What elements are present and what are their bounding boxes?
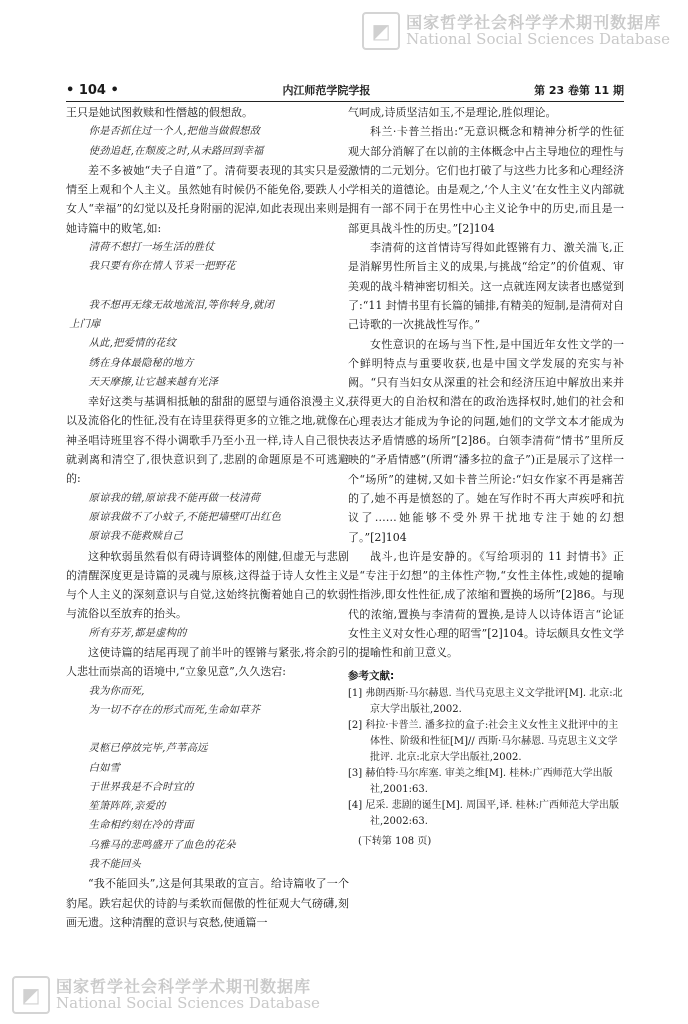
verse-line: 原谅我做不了小蚊子,不能把墙壁叮出红色 (88, 510, 282, 523)
verse-line: 原谅我不能救赎自己 (88, 530, 184, 543)
page-number: • 104 • (66, 83, 119, 98)
watermark-cn: 国家哲学社会科学学术期刊数据库 (56, 976, 312, 996)
references-heading: 参考文献: (348, 669, 395, 682)
verse-line: 灵柩已停放完毕,芦苇高远 (88, 742, 208, 755)
right-column (348, 103, 624, 851)
database-logo-icon: ◩ (362, 12, 400, 50)
page-header (66, 80, 624, 102)
verse-line: 乌雅马的悲鸣盛开了血色的花朵 (88, 838, 236, 851)
verse-line: 绣在身体最隐秘的地方 (88, 356, 194, 369)
issue-label: 第 23 卷第 11 期 (534, 84, 624, 97)
verse-line: 清荷不想打一场生活的胜仗 (88, 241, 215, 254)
watermark-en: National Social Sciences Database (56, 993, 320, 1012)
verse-line: 于世界我是不合时宜的 (88, 780, 194, 793)
paragraph: 战斗,也许是安静的。《写给项羽的 11 封情书》正是“专注于幻想”的主体性产物,“女性主体性,或她的提喻性指涉,即女性性征,成了浓缩和置换的场所”[2]86。与现代的浓缩,置换与李清荷的置换,是诗人以诗体语言“论证女性主义对女性心理的昭雪”[2]104。诗坛颇具女性文学的提喻性和前卫意义。 (348, 549, 624, 660)
verse-line: 原谅我的错,原谅我不能再做一枝清荷 (88, 491, 261, 504)
verse-line: 我不能回头 (88, 857, 142, 870)
verse-line: 所有芬芳,都是虚构的 (88, 626, 187, 639)
reference-item: [2] 科拉·卡普兰. 潘多拉的盒子:社会主义女性主义批评中的主体性、阶级和性征[M]// 西斯·马尔赫恩. 马克思主义文学批评. 北京:北京大学出版社,2002. (348, 719, 619, 763)
reference-item: [4] 尼采. 悲剧的诞生[M]. 周国平,译. 桂林:广西师范大学出版社,2002:63. (348, 799, 620, 827)
database-watermark-bottom (12, 976, 320, 1014)
database-watermark-top (362, 12, 670, 50)
journal-title: 内江师范学院学报 (282, 84, 371, 97)
verse-line: 我不想再无缘无故地流泪,等你转身,就闭 (88, 298, 275, 311)
paragraph: 气呵成,诗质坚洁如玉,不是理论,胜似理论。 (348, 106, 557, 119)
verse-line: 笙箫阵阵,亲爱的 (88, 800, 166, 813)
paragraph: 科兰·卡普兰指出:“无意识概念和精神分析学的性征观大部分消解了在以前的主体概念中占主导地位的理性与激情的二元划分。它们也打破了与这些力比多和心理经济学相关的道德论。由是观之,‘个人主义’在女性主义内部就拥有一部不同于在男性中心主义论争中的历史,而且是一部更具战斗性的历史。”[2]104 (348, 125, 624, 235)
paragraph: 女性意识的在场与当下性,是中国近年女性文学的一个鲜明特点与重要收获,也是中国文学发展的充实与补阙。“只有当妇女从深重的社会和经济压迫中解放出来并获得更大的自治权和潜在的政治选择权时,她们的社会和心理表达才能成为争论的问题,她们的文学文本才能成为表达矛盾情感的场所”[2]86。白领李清荷“情书”里所反映的“矛盾情感”(所谓“潘多拉的盒子”)正是展示了这样一个“场所”的建树,又如卡普兰所论:“妇女作家不再是痛苦的了,她不再是愤怒的了。她在写作时不再大声疾呼和抗议了……她能够不受外界干扰地专注于她的幻想了。”[2]104 (348, 337, 624, 544)
verse-line: 白如雪 (88, 761, 121, 774)
reference-item: [1] 弗朗西斯·马尔赫恩. 当代马克思主义文学批评[M]. 北京:北京大学出版社,2002. (348, 687, 623, 715)
paragraph: 王只是她试图救赎和性僭越的假想敌。 (66, 106, 253, 119)
verse-line: 为一切不存在的形式而死,生命如草芥 (88, 703, 261, 716)
verse-line: 上门扉 (69, 317, 101, 330)
paragraph: 差不多被她“夫子自道”了。清荷要表现的其实只是爱情至上观和个人主义。虽然她有时候仍不能免俗,要跌人小女人“幸福”的幻觉以及托身附丽的泥淖,如此表现出来则是她诗篇中的败笔,如: (66, 163, 349, 235)
left-column (66, 103, 349, 932)
watermark-en: National Social Sciences Database (406, 29, 670, 48)
verse-line: 使劲追赶,在颓废之时,从未路回到幸福 (88, 144, 264, 157)
continued-note: (下转第 108 页) (358, 835, 432, 847)
watermark-cn: 国家哲学社会科学学术期刊数据库 (406, 12, 662, 32)
verse-line: 你是否抓住过一个人,把他当做假想敌 (88, 125, 261, 138)
reference-item: [3] 赫伯特·马尔库塞. 审美之维[M]. 桂林:广西师范大学出版社,2001:63. (348, 767, 613, 795)
paragraph: “我不能回头”,这是何其果敢的宣言。给诗篇收了一个豹尾。跌宕起伏的诗韵与柔软而倔傲的性征观大气磅礴,刻画无遗。这种清醒的意识与哀愁,使通篇一 (66, 877, 349, 929)
verse-line: 我为你而死, (88, 684, 145, 697)
verse-line: 从此,把爱情的花纹 (88, 337, 177, 350)
verse-line: 我只要有你在情人节采一把野花 (88, 260, 236, 273)
database-logo-icon: ◩ (12, 976, 50, 1014)
paragraph: 这种软弱虽然看似有碍诗调整体的刚健,但虚无与悲剧的清醒深度更是诗篇的灵魂与原核,这得益于诗人女性主义与个人主义的深刻意识与自觉,这始终抗衡着她自己的软弱与流俗以至放弃的抬头。 (66, 549, 349, 621)
verse-line: 天天摩擦,让它越来越有光泽 (88, 375, 219, 388)
paragraph: 这使诗篇的结尾再现了前半叶的铿锵与紧张,将余韵引人悲壮而崇高的语境中,“立象见意”,久久迭宕: (66, 646, 349, 679)
paragraph: 李清荷的这首情诗写得如此铿锵有力、激关湍飞,正是消解男性所旨主义的成果,与挑战“给定”的价值观、审美观的战斗精神密切相关。这一点就连网友读者也感觉到了:“11 封情书里有长篇的铺排,有精美的短制,是清荷对自己诗歌的一次挑战性写作。” (348, 241, 624, 332)
verse-line: 生命相约刻在冷的背面 (88, 819, 194, 832)
paragraph: 幸好这类与基调相抵触的甜甜的愿望与通俗浪漫主义,以及流俗化的性征,没有在诗里获得更多的立锥之地,就像在神圣唱诗班里容不得小调歌手乃至小丑一样,诗人自己很快就剥离和清空了,很快意识到了,悲剧的命题原是不可逃避的: (66, 395, 349, 486)
